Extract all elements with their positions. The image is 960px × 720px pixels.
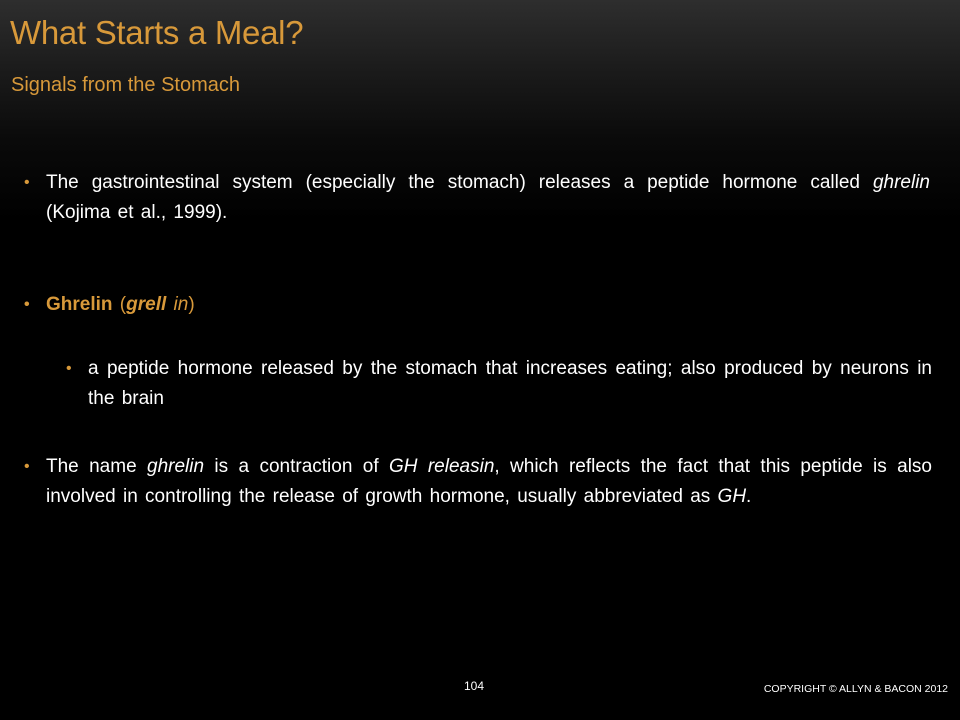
- term-pronunciation-stressed: grell: [126, 294, 167, 315]
- bullet-dot-icon: •: [24, 296, 30, 313]
- definition-text: a peptide hormone released by the stomach that increases eating; also produced by neurons in the brain: [88, 358, 932, 409]
- slide-title: What Starts a Meal?: [10, 14, 304, 51]
- bullet-italic-term: GH releasin: [388, 456, 495, 477]
- term-paren-close: ): [188, 294, 195, 315]
- bullet-text: The gastrointestinal system (especially the stomach) releases a peptide hormone called: [46, 172, 873, 193]
- copyright-notice: COPYRIGHT © ALLYN & BACON 2012: [763, 683, 948, 695]
- bullet-italic-term: ghrelin: [147, 456, 205, 477]
- bullet-text: .: [746, 486, 752, 507]
- bullet-dot-icon: •: [24, 458, 30, 475]
- bullet-text: , which reflects the fact that this peptide is also involved in controlling the release of growth hormone, usually abbreviated as: [46, 456, 933, 507]
- bullet-text: (Kojima et al., 1999).: [46, 202, 228, 223]
- slide-subtitle: Signals from the Stomach: [11, 74, 240, 96]
- page-number: 104: [464, 679, 485, 693]
- bullet-ghrelin-term: [24, 290, 930, 320]
- sub-bullet-definition: [66, 354, 932, 414]
- bullet-dot-icon: •: [66, 360, 72, 377]
- bullet-italic-term: ghrelin: [872, 172, 930, 193]
- bullet-dot-icon: •: [24, 174, 30, 191]
- term-label: Ghrelin: [46, 294, 113, 315]
- term-pronunciation-rest: in: [166, 294, 189, 315]
- term-paren-open: (: [112, 294, 127, 315]
- bullet-ghrelin-intro: [24, 168, 930, 228]
- bullet-italic-term: GH: [717, 486, 747, 507]
- bullet-text: is a contraction of: [204, 456, 389, 477]
- bullet-name-origin: [24, 452, 933, 512]
- bullet-text: The name: [46, 456, 148, 477]
